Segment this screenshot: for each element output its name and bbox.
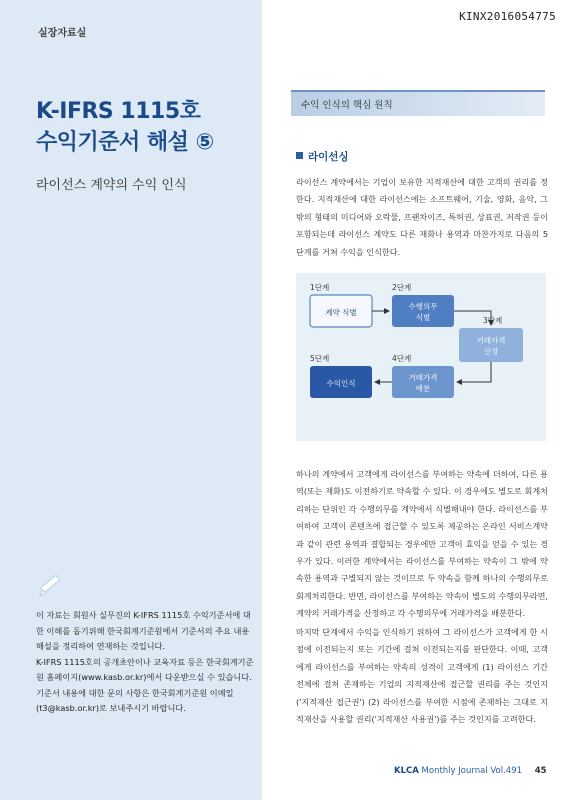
step-4-text-2: 배분	[415, 384, 431, 393]
step-5-text: 수익인식	[326, 379, 356, 388]
page-title	[36, 96, 214, 158]
footer-volume: Vol.491	[490, 766, 523, 776]
step-2-label: 2단계	[392, 283, 412, 292]
step-2-box	[392, 295, 454, 327]
section-label: 실장자료실	[38, 28, 87, 39]
note-paragraph: K-IFRS 1115호의 공개초안이나 교육자료 등은 한국회계기준원 홈페이지(www.kasb.or.kr)에서 다운받으실 수 있습니다.	[36, 656, 254, 682]
title-line-2: 수익기준서 해설 ⑤	[36, 130, 214, 155]
title-line-1: K-IFRS 1115호	[36, 99, 201, 124]
step-3-text-1: 거래가격	[476, 336, 506, 345]
step-3-label: 3단계	[483, 316, 503, 325]
square-bullet-icon	[296, 152, 303, 159]
body-paragraph: 마지막 단계에서 수익을 인식하기 위하여 그 라이선스가 고객에게 한 시점에 이전되는지 또는 기간에 걸쳐 이전되는지를 판단한다. 이때, 고객에게 라이선스를 부여하는 약속의 성격이 고객에게 (1) 라이선스 기간 전체에 걸쳐 존재하는 기업의 지적재산에 접근할 권리를 주는 것인지('지적재산 접근권') (2) 라이선스를 부여한 시점에 존재하는 그대로 지적재산을 사용할 권리('지적재산 사용권')를 주는 것인지를 고려한다.	[296, 627, 548, 725]
page-number: 45	[534, 766, 547, 776]
step-1-text: 계약 식별	[325, 308, 357, 317]
body-paragraph: 하나의 계약에서 고객에게 라이선스를 부여하는 약속에 더하여, 다른 용역(또는 재화)도 이전하기로 약속할 수 있다. 이 경우에도 별도로 회계처리하는 단위인 각 수행의무를 계약에서 식별해내야 한다. 라이선스를 부여하여 고객이 콘텐츠에 접근할 수 있도록 제공하는 온라인 서비스계약과 같이 관련 용역과 결합되는 경우에만 고객이 효익을 얻을 수 있는 경우가 있다. 이러한 계약에서는 라이선스를 부여하는 약속이 그 밖에 약속한 용역과 구별되지 않는 것이므로 두 약속을 함께 하나의 수행의무로 회계처리한다. 반면, 라이선스를 부여하는 약속이 별도의 수행의무라면, 계약의 거래가격을 산정하고 각 수행의무에 거래가격을 배분한다.	[296, 469, 548, 619]
arrow-3-4	[457, 362, 491, 382]
body-paragraph: 라이선스 계약에서는 기업이 보유한 지적재산에 대한 고객의 권리를 정한다. 지적재산에 대한 라이선스에는 소프트웨어, 기술, 영화, 음악, 그 밖의 형태의 미디어와 오락물, 프랜차이즈, 특허권, 상표권, 저작권 등이 포함되는데 라이선스 계약도 다른 재화나 용역과 마찬가지로 다음의 5 단계를 거쳐 수익을 인식한다.	[296, 177, 548, 257]
sub-heading-text: 라이선싱	[308, 151, 349, 163]
step-2-text-2: 식별	[415, 313, 431, 322]
note-paragraph: 기준서 내용에 대한 문의 사항은 한국회계기준원 이메일(t3@kasb.or.kr)로 보내주시기 바랍니다.	[36, 687, 234, 713]
step-5-label: 5단계	[310, 354, 330, 363]
document-id: KINX2016054775	[459, 10, 556, 23]
five-step-diagram	[296, 273, 546, 441]
step-3-text-2: 산정	[483, 347, 499, 356]
step-4-box	[392, 366, 454, 398]
page-footer	[394, 766, 547, 776]
pencil-icon	[36, 570, 66, 600]
sidebar-note	[36, 608, 256, 717]
sub-heading	[296, 149, 349, 164]
step-1-label: 1단계	[310, 283, 330, 292]
note-paragraph: 이 자료는 회원사 실무진의 K-IFRS 1115호 수익기준서에 대한 이해를 돕기위해 한국회계기준원에서 기준서의 주요 내용 해설을 정리하여 연재하는 것입니다.	[36, 610, 251, 651]
step-4-label: 4단계	[392, 354, 412, 363]
section-header-bar	[291, 90, 545, 116]
section-header-text: 수익 인식의 핵심 원칙	[301, 100, 393, 111]
five-step-diagram-svg	[296, 273, 546, 441]
step-3-box	[459, 328, 523, 362]
footer-journal: Monthly Journal	[421, 766, 488, 776]
page-subtitle: 라이선스 계약의 수익 인식	[36, 178, 187, 193]
step-2-text-1: 수행의무	[408, 302, 438, 311]
step-4-text-1: 거래가격	[408, 373, 438, 382]
footer-brand: KLCA	[394, 766, 419, 776]
